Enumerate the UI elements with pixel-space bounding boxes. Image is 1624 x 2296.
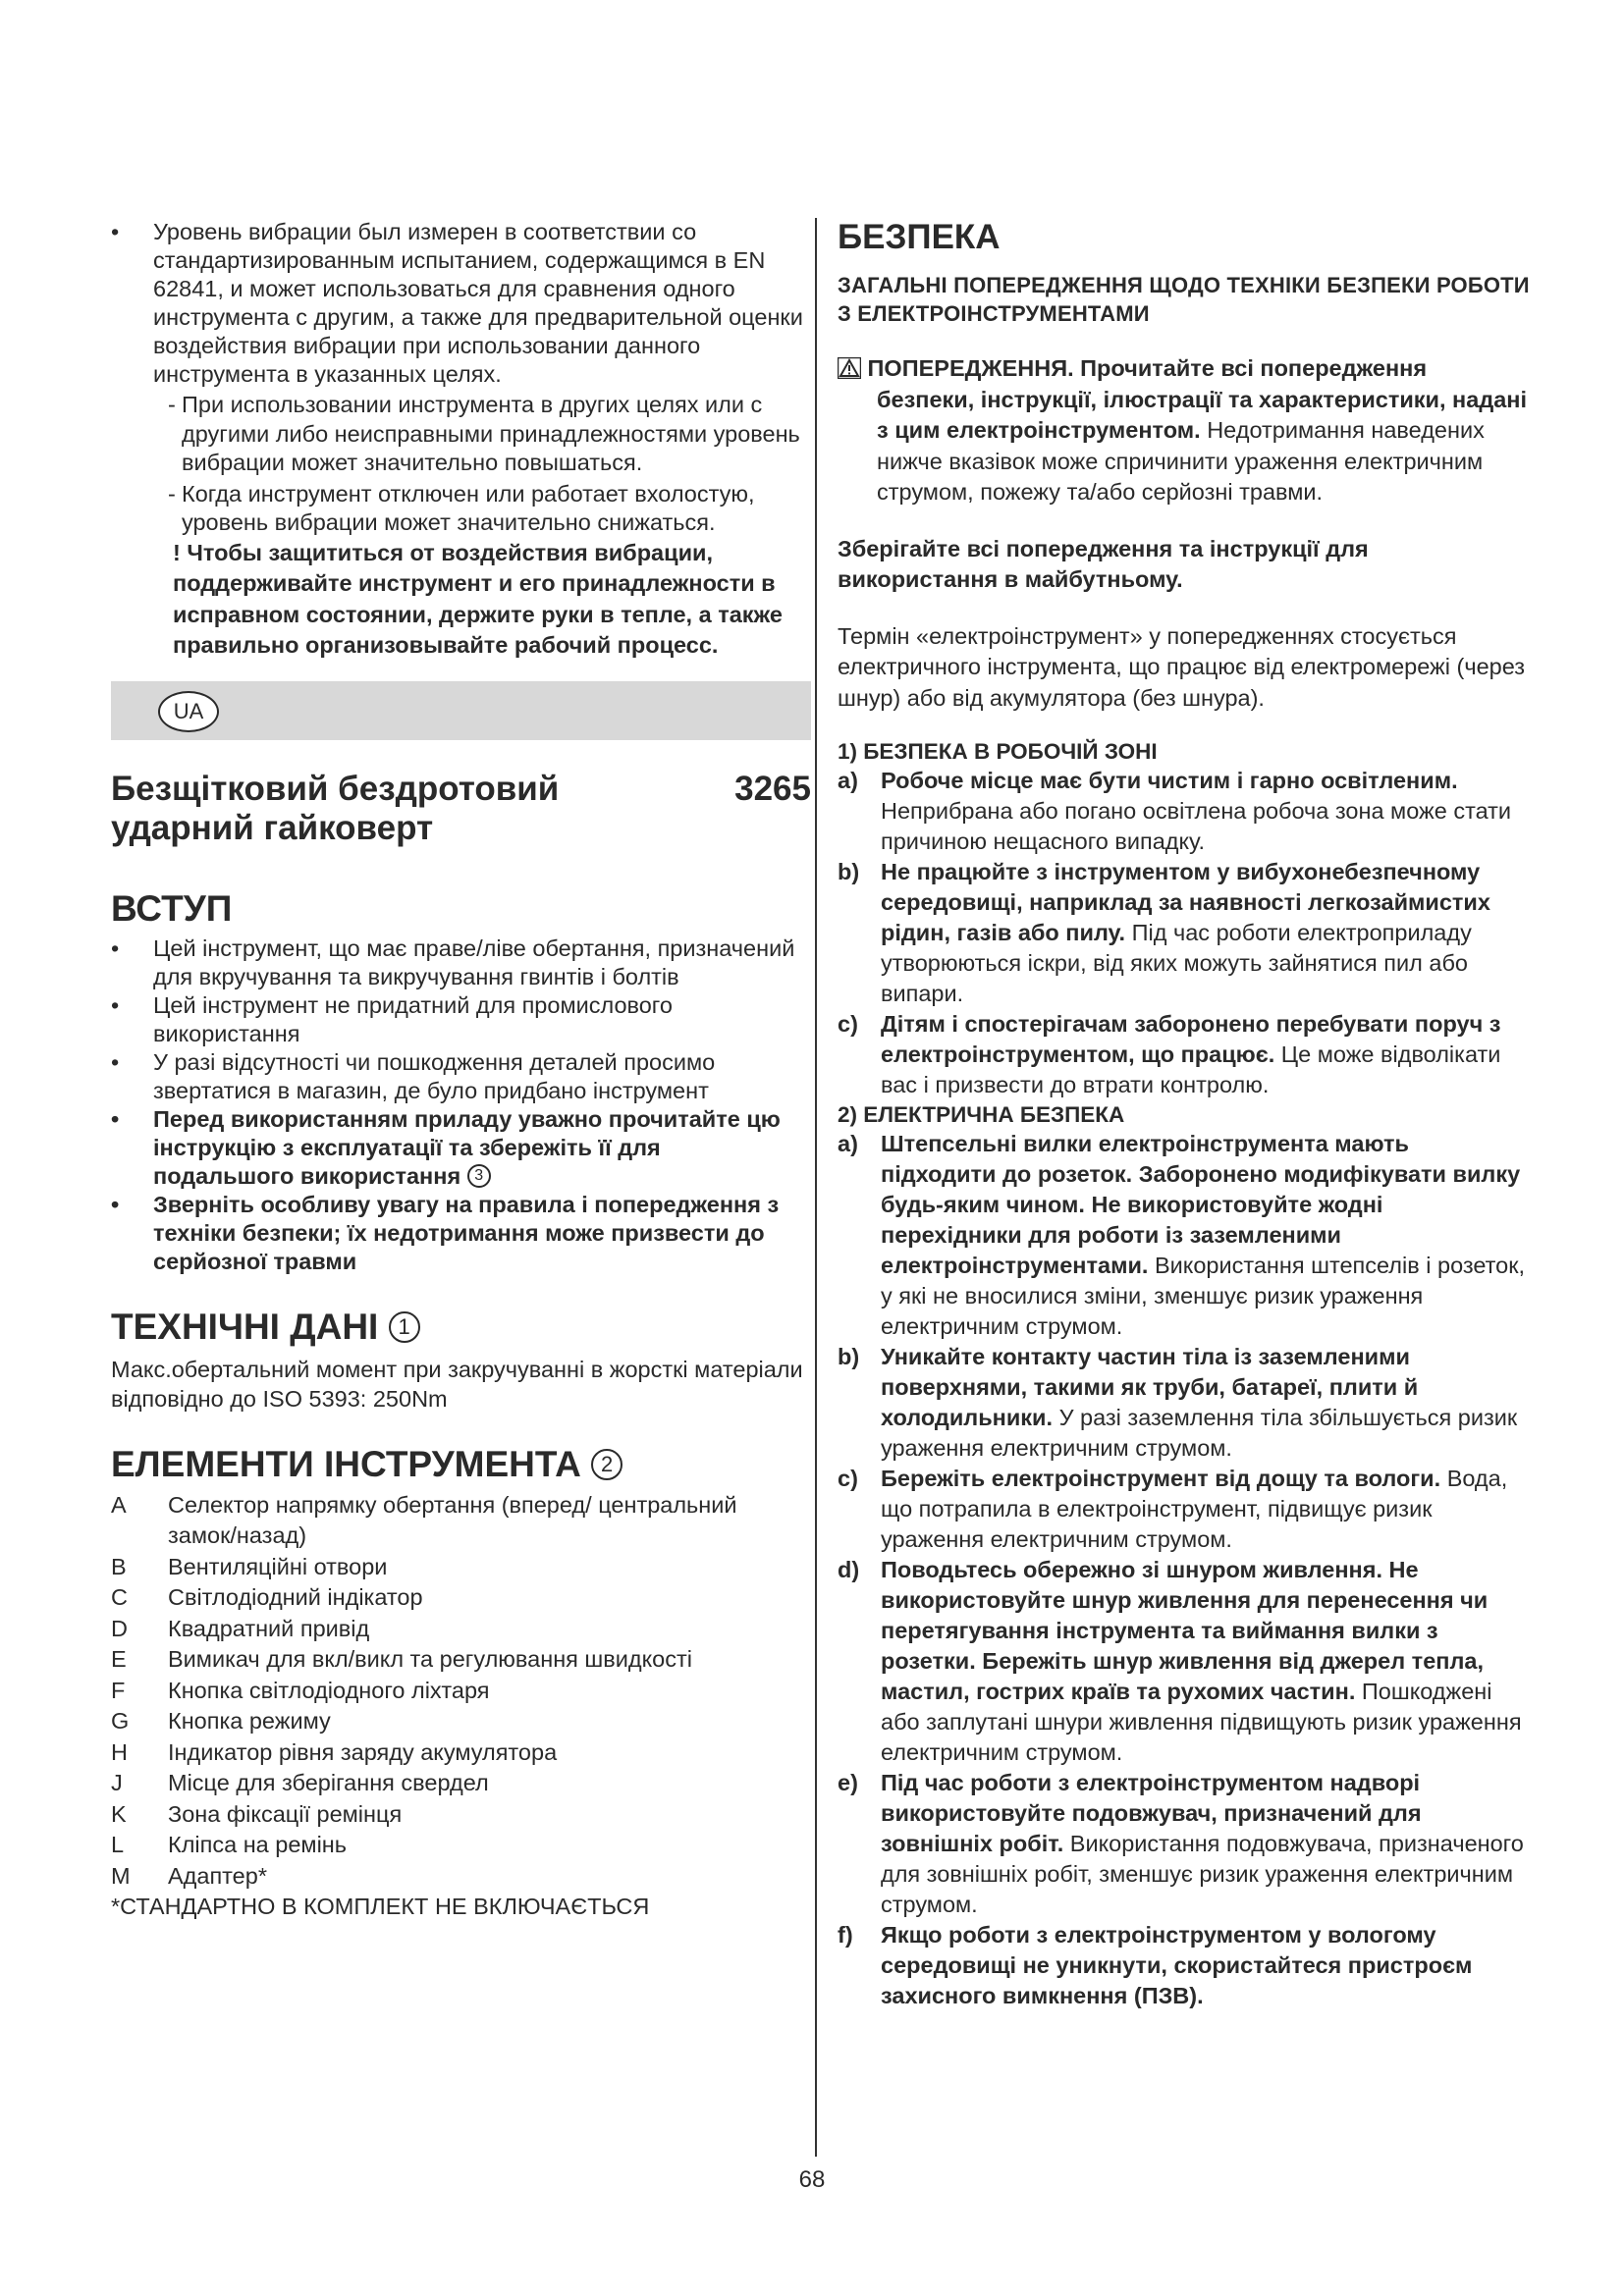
safety-item-text: У разі заземлення тіла збільшується ризик ураження електричним струмом. [881, 1405, 1518, 1461]
figure-ref-3: 3 [467, 1164, 491, 1188]
product-title: Безщітковий бездротовий ударний гайковерт [111, 769, 560, 847]
part-label: Світлодіодний індікатор [168, 1584, 423, 1610]
part-row [111, 1830, 803, 1861]
safety-item [838, 1768, 1530, 1920]
elements-heading: ЕЛЕМЕНТИ ІНСТРУМЕНТА 2 [111, 1443, 803, 1486]
part-key: H [111, 1738, 128, 1765]
part-key: K [111, 1800, 127, 1827]
part-row [111, 1706, 803, 1737]
safety-heading: БЕЗПЕКА [838, 218, 1001, 256]
intro-list [111, 934, 803, 1105]
safety-item-bold: Бережіть електроінструмент від дощу та вологи. [881, 1466, 1441, 1491]
part-label: Кнопка режиму [168, 1708, 331, 1734]
section-2-items [838, 1129, 1530, 2011]
part-row [111, 1490, 803, 1552]
safety-item [838, 1009, 1530, 1100]
section-1-title: 1) БЕЗПЕКА В РОБОЧІЙ ЗОНІ [838, 739, 1158, 764]
part-label: Селектор напрямку обертання (вперед/ центральний замок/назад) [168, 1491, 737, 1548]
part-key: B [111, 1553, 127, 1579]
safety-item-label: d) [838, 1557, 860, 1582]
vibration-bullet: • Уровень вибрации был измерен в соответствии со стандартизированным испытанием, содержащимся в EN 62841, и может использоваться для сравнения одного инструмента с другим, а также для предварительной оценки воздействия вибрации при использовании данного инструмента в указанных целях. [111, 218, 803, 389]
part-row [111, 1644, 803, 1676]
part-label: Зона фіксації ремінця [168, 1800, 403, 1827]
part-label: Індикатор рівня заряду акумулятора [168, 1738, 558, 1765]
part-label: Кліпса на ремінь [168, 1832, 348, 1857]
part-key: C [111, 1584, 128, 1610]
section-2-title: 2) ЕЛЕКТРИЧНА БЕЗПЕКА [838, 1102, 1125, 1127]
safety-item-label: e) [838, 1770, 858, 1795]
part-label: Вентиляційні отвори [168, 1553, 388, 1579]
part-row [111, 1614, 803, 1645]
part-label: Кнопка світлодіодного ліхтаря [168, 1677, 490, 1703]
intro-heading: ВСТУП [111, 887, 233, 929]
part-row [111, 1737, 803, 1769]
vibration-sub1: - При использовании инструмента в других целях или с другими либо неисправными принадлежностями уровень вибрации может значительно повышаться. [168, 392, 800, 475]
figure-ref-2: 2 [591, 1449, 623, 1480]
vibration-sub2: - Когда инструмент отключен или работает вхолостую, уровень вибрации может значительно снижаться. [168, 480, 755, 535]
safety-item-bold: Не працюйте з інструментом у вибухонебезпечному середовищі, наприклад за наявності легкозаймистих рідин, газів або пилу. [881, 859, 1490, 945]
part-row [111, 1861, 803, 1893]
part-label: Місце для зберігання свердел [168, 1770, 489, 1795]
part-label: Адаптер* [168, 1862, 267, 1889]
product-code: 3265 [734, 769, 811, 808]
intro-bullet-bold-1: • Перед використанням приладу уважно прочитайте цю інструкцію з експлуатації та збережіть її для подальшого використання 3 [111, 1105, 803, 1191]
language-badge: UA [158, 691, 219, 732]
tech-heading: ТЕХНІЧНІ ДАНІ 1 [111, 1306, 803, 1349]
part-row [111, 1552, 803, 1583]
part-label: Квадратний привід [168, 1615, 370, 1641]
part-key: J [111, 1770, 123, 1795]
part-row [111, 1768, 803, 1799]
safety-item-label: f) [838, 1922, 853, 1948]
safety-subheading: ЗАГАЛЬНІ ПОПЕРЕДЖЕННЯ ЩОДО ТЕХНІКИ БЕЗПЕКИ РОБОТИ З ЕЛЕКТРОІНСТРУМЕНТАМИ [838, 273, 1530, 326]
safety-item [838, 1464, 1530, 1555]
parts-footnote: *СТАНДАРТНО В КОМПЛЕКТ НЕ ВКЛЮЧАЄТЬСЯ [111, 1894, 650, 1919]
language-band [111, 681, 811, 740]
safety-item-text: Пошкоджені або заплутані шнури живлення підвищують ризик ураження електричним струмом. [881, 1679, 1522, 1765]
safety-item-label: a) [838, 1131, 858, 1156]
keep-instructions: Зберігайте всі попередження та інструкції для використання в майбутньому. [838, 535, 1369, 592]
safety-item [838, 1920, 1530, 2011]
part-key: M [111, 1862, 131, 1889]
safety-warning: ПОПЕРЕДЖЕННЯ. Прочитайте всі попередження безпеки, інструкції, ілюстрації та характеристики, надані з цим електроінструментом. Недотримання наведених нижче вказівок може спричинити ураження електричним струмом, пожежу та/або серйозні травми. [838, 353, 1530, 508]
part-row [111, 1799, 803, 1831]
column-divider [815, 218, 817, 2157]
safety-item-bold: Дітям і спостерігачам заборонено перебувати поруч з електроінструментом, що працює. [881, 1011, 1501, 1067]
vibration-warning: ! Чтобы защититься от воздействия вибрации, поддерживайте инструмент и его принадлежности в исправном состоянии, держите руки в тепле, а также правильно организовывайте рабочий процесс. [173, 539, 783, 658]
safety-item-label: c) [838, 1466, 858, 1491]
right-column [838, 218, 1530, 2011]
part-key: A [111, 1491, 127, 1518]
part-row [111, 1582, 803, 1614]
intro-bullet: • У разі відсутності чи пошкодження деталей просимо звертатися в магазин, де було придбано інструмент [111, 1048, 803, 1105]
safety-item-text: Використання подовжувача, призначеного для зовнішніх робіт, зменшує ризик ураження електричним струмом. [881, 1831, 1524, 1917]
part-row [111, 1676, 803, 1707]
part-label: Вимикач для вкл/викл та регулювання швидкості [168, 1646, 692, 1672]
safety-item-text: Це може відволікати вас і призвести до втрати контролю. [881, 1041, 1501, 1097]
page-number: 68 [798, 2166, 826, 2193]
safety-item-label: c) [838, 1011, 858, 1037]
safety-item-bold: Під час роботи з електроінструментом надворі використовуйте подовжувач, призначений для зовнішніх робіт. [881, 1770, 1422, 1856]
safety-item-bold: Якщо роботи з електроінструментом у вологому середовищі не уникнути, скористайтеся пристроєм захисного вимкнення (ПЗВ). [881, 1922, 1473, 2008]
safety-item-text: Під час роботи електроприладу утворюються іскри, від яких можуть зайнятися пил або випари. [881, 920, 1472, 1006]
safety-item-label: a) [838, 768, 858, 793]
section-1-items [838, 766, 1530, 1100]
safety-item [838, 766, 1530, 857]
intro-bullet-bold-2: • Зверніть особливу увагу на правила і попередження з техніки безпеки; їх недотримання може призвести до серйозної травми [111, 1191, 803, 1276]
part-key: E [111, 1646, 127, 1672]
safety-item-label: b) [838, 859, 860, 884]
figure-ref-1: 1 [389, 1311, 420, 1343]
safety-item-text: Вода, що потрапила в електроінструмент, підвищує ризик ураження електричним струмом. [881, 1466, 1508, 1552]
safety-item-text: Використання штепселів і розеток, у які не вносилися зміни, зменшує ризик ураження електричним струмом. [881, 1253, 1526, 1339]
part-key: D [111, 1615, 128, 1641]
warning-icon [838, 357, 861, 379]
intro-bullet: • Цей інструмент не придатний для промислового використання [111, 991, 803, 1048]
safety-item-bold: Штепсельні вилки електроінструмента мають підходити до розеток. Заборонено модифікувати вилку будь-яким чином. Не використовуйте жодні перехідники для роботи із заземленими електроінструментами. [881, 1131, 1521, 1278]
left-column [111, 218, 811, 1921]
safety-item-bold: Поводьтесь обережно зі шнуром живлення. Не використовуйте шнур живлення для перенесення чи перетягування інструмента та виймання вилки з розетки. Бережіть шнур живлення від джерел тепла, мастил, гострих країв та рухомих частин. [881, 1557, 1489, 1704]
part-key: F [111, 1677, 126, 1703]
safety-item [838, 857, 1530, 1009]
part-key: G [111, 1708, 130, 1734]
safety-item-bold: Робоче місце має бути чистим і гарно освітленим. [881, 768, 1458, 793]
part-key: L [111, 1832, 125, 1857]
tech-text: Макс.обертальний момент при закручуванні в жорсткі матеріали відповідно до ISO 5393: 250Nm [111, 1356, 803, 1412]
safety-item [838, 1129, 1530, 1342]
safety-item-text: Неприбрана або погано освітлена робоча зона може стати причиною нещасного випадку. [881, 798, 1512, 854]
safety-item-label: b) [838, 1344, 860, 1369]
intro-bullet: • Цей інструмент, що має праве/ліве обертання, призначений для вкручування та викручування гвинтів і болтів [111, 934, 803, 991]
safety-item [838, 1555, 1530, 1768]
product-title-block [111, 769, 811, 848]
safety-item [838, 1342, 1530, 1464]
parts-list [111, 1490, 803, 1893]
safety-item-bold: Уникайте контакту частин тіла із заземленими поверхнями, такими як труби, батареї, плити й холодильники. [881, 1344, 1419, 1430]
term-definition: Термін «електроінструмент» у попередженнях стосується електричного інструмента, що працює від електромережі (через шнур) або від акумулятора (без шнура). [838, 622, 1526, 711]
